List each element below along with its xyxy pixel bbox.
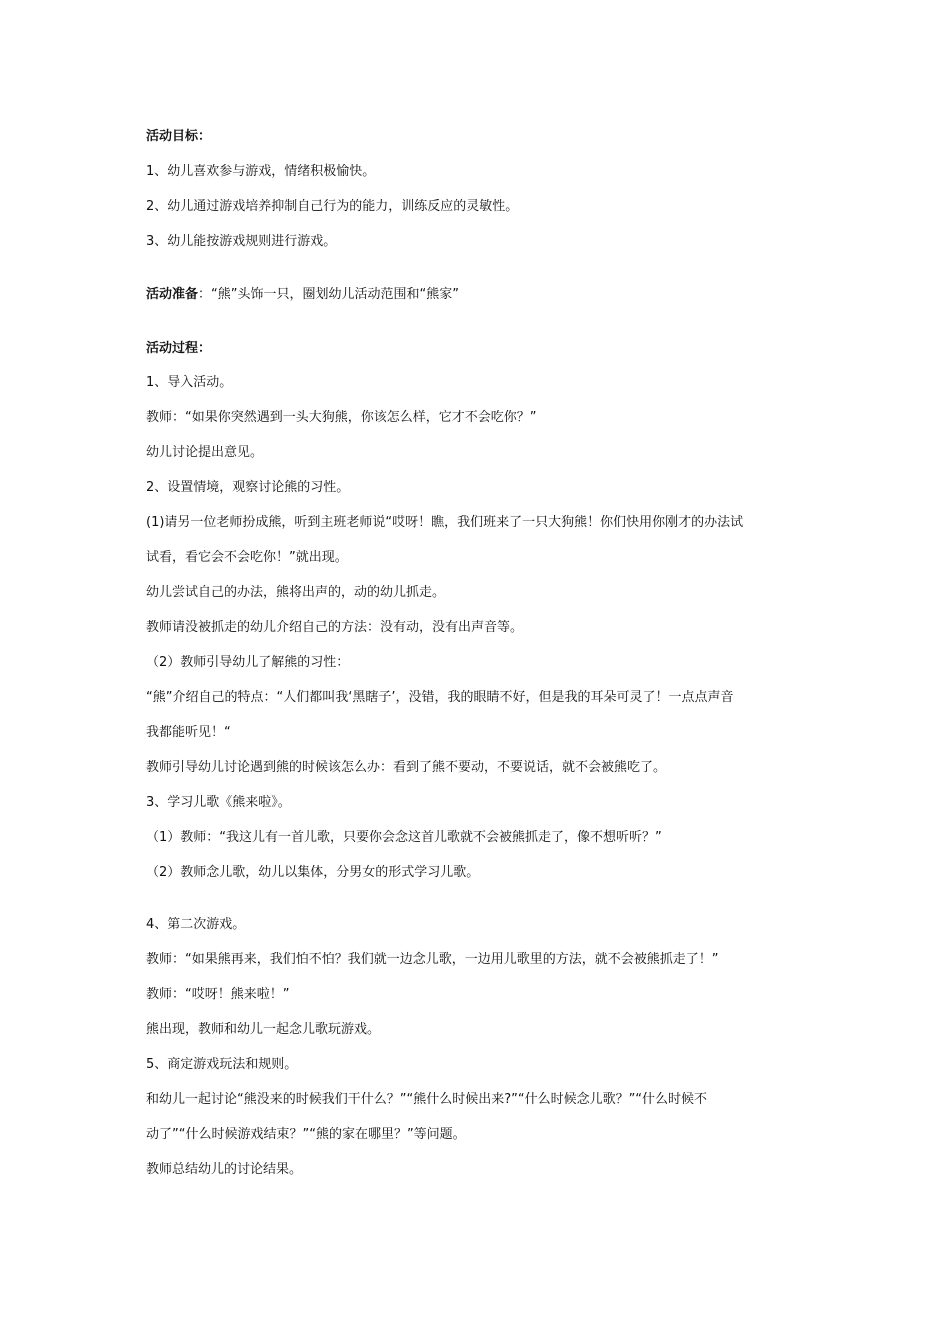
process-line: “熊”介绍自己的特点：“人们都叫我‘黑瞎子’，没错，我的眼睛不好，但是我的耳朵可灵了！一点点声音 — [146, 690, 734, 705]
process-line: 教师引导幼儿讨论遇到熊的时候该怎么办：看到了熊不要动，不要说话，就不会被熊吃了。 — [146, 760, 667, 775]
preparation-heading: 活动准备 — [146, 287, 199, 302]
process-line: 和幼儿一起讨论“熊没来的时候我们干什么？”“熊什么时候出来?”“什么时候念儿歌？”“什么时候不 — [146, 1092, 708, 1107]
process-line: 试看，看它会不会吃你！”就出现。 — [146, 550, 348, 565]
process-line: 我都能听见！“ — [146, 725, 231, 740]
preparation-paragraph — [146, 286, 816, 304]
goals-heading: 活动目标： — [146, 129, 212, 144]
goals-item: 3、幼儿能按游戏规则进行游戏。 — [146, 234, 337, 249]
process-heading: 活动过程： — [146, 341, 212, 356]
process-line: (1)请另一位老师扮成熊，听到主班老师说“哎呀！瞧，我们班来了一只大狗熊！你们快用你刚才的办法试 — [146, 515, 744, 530]
goals-item: 2、幼儿通过游戏培养抑制自己行为的能力，训练反应的灵敏性。 — [146, 199, 519, 214]
process-line: 教师：“哎呀！熊来啦！” — [146, 987, 290, 1002]
preparation-text: ：“熊”头饰一只，圈划幼儿活动范围和“熊家” — [198, 287, 459, 302]
process-line: 2、设置情境，观察讨论熊的习性。 — [146, 480, 350, 495]
process-line: （2）教师引导幼儿了解熊的习性： — [146, 655, 350, 670]
process-line: 3、学习儿歌《熊来啦》。 — [146, 795, 291, 810]
process-line: 动了”“什么时候游戏结束？”“熊的家在哪里？”等问题。 — [146, 1127, 466, 1142]
process-line: 5、商定游戏玩法和规则。 — [146, 1057, 298, 1072]
process-line: 教师请没被抓走的幼儿介绍自己的方法：没有动，没有出声音等。 — [146, 620, 524, 635]
process-line: 幼儿尝试自己的办法，熊将出声的，动的幼儿抓走。 — [146, 585, 446, 600]
process-line: 熊出现，教师和幼儿一起念儿歌玩游戏。 — [146, 1022, 381, 1037]
process-line: （1）教师：“我这儿有一首儿歌，只要你会念这首儿歌就不会被熊抓走了，像不想听听？” — [146, 830, 662, 845]
process-line: 4、第二次游戏。 — [146, 917, 246, 932]
process-line: 幼儿讨论提出意见。 — [146, 445, 264, 460]
process-line: 1、导入活动。 — [146, 375, 233, 390]
process-line: （2）教师念儿歌，幼儿以集体，分男女的形式学习儿歌。 — [146, 865, 480, 880]
process-line: 教师：“如果你突然遇到一头大狗熊，你该怎么样，它才不会吃你？” — [146, 410, 537, 425]
process-line: 教师：“如果熊再来，我们怕不怕？我们就一边念儿歌，一边用儿歌里的方法，就不会被熊抓走了！” — [146, 952, 719, 967]
goals-item: 1、幼儿喜欢参与游戏，情绪积极愉快。 — [146, 164, 376, 179]
process-line: 教师总结幼儿的讨论结果。 — [146, 1162, 303, 1177]
